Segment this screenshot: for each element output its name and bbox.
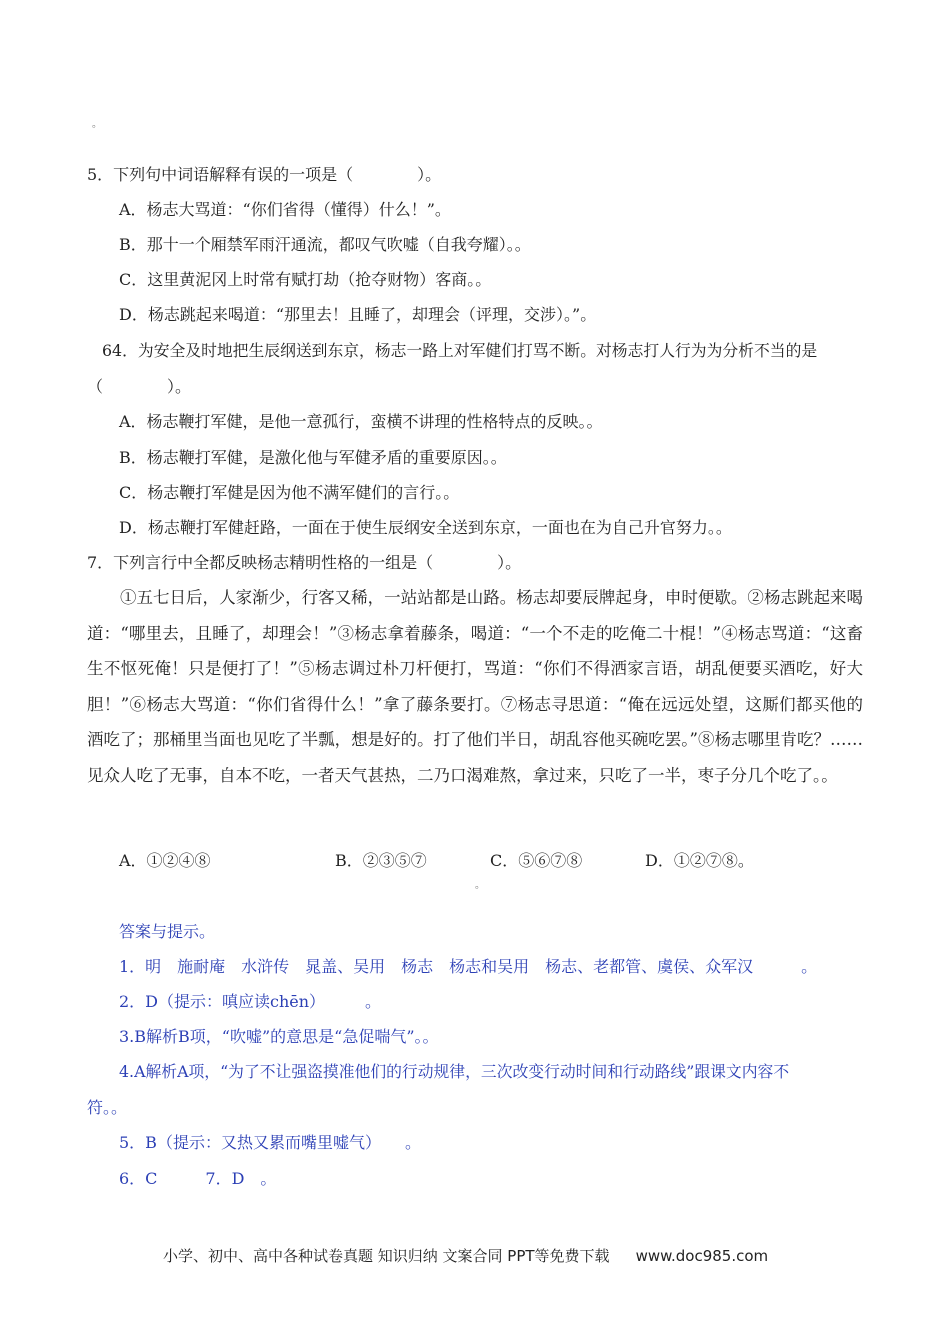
answer-line-1: 1．明 施耐庵 水浒传 晁盖、吴用 杨志 杨志和吴用 杨志、老都管、虞侯、众军汉 。 [119,957,818,976]
question-5-option-b: B．那十一个厢禁军雨汗通流，都叹气吹嘘（自我夸耀）。。 [119,235,531,254]
question-5-option-c: C．这里黄泥冈上时常有赋打劫（抢夺财物）客商。。 [119,270,492,289]
answer-line-4: 4.A解析A项，“为了不让强盗摸准他们的行动规律，三次改变行动时间和行动路线”跟课文内容不 [119,1062,790,1081]
question-6-stem: 64．为安全及时地把生辰纲送到东京，杨志一路上对军健们打骂不断。对杨志打人行为为分析不当的是 [102,341,818,360]
answer-line-4-cont: 符。。 [87,1098,128,1117]
answer-line-6: 6．C 7．D 。 [119,1169,277,1188]
question-5-option-d: D．杨志跳起来喝道：“那里去！且睡了，却理会（评理，交涉）。”。 [119,305,597,324]
footer-url[interactable]: www.doc985.com [635,1247,769,1265]
footer-text: 小学、初中、高中各种试卷真题 知识归纳 文案合同 PPT等免费下载 [163,1247,610,1265]
question-6-stem-cont: （ ）。 [87,377,192,396]
answer-line-5: 5．B（提示：又热又累而嘴里嘘气） 。 [119,1133,421,1152]
question-6-option-a: A．杨志鞭打军健，是他一意孤行，蛮横不讲理的性格特点的反映。。 [119,412,603,431]
question-6-option-c: C．杨志鞭打军健是因为他不满军健们的言行。。 [119,483,460,502]
question-7-option-d: D．①②⑦⑧。 [645,851,754,870]
question-5-stem: 5．下列句中词语解释有误的一项是（ ）。 [87,165,442,184]
question-6-option-b: B．杨志鞭打军健，是激化他与军健矛盾的重要原因。。 [119,448,507,467]
answer-line-3: 3.B解析B项，“吹嘘”的意思是“急促喘气”。。 [119,1027,439,1046]
question-6-option-d: D．杨志鞭打军健赶路，一面在于使生辰纲安全送到东京，一面也在为自己升官努力。。 [119,518,732,537]
question-7-stem: 7．下列言行中全都反映杨志精明性格的一组是（ ）。 [87,553,522,572]
question-7-option-b: B．②③⑤⑦ [335,851,427,870]
question-7-option-c: C．⑤⑥⑦⑧ [490,851,583,870]
answer-line-2: 2．D（提示：嗔应读chēn） 。 [119,992,382,1011]
paragraph-mark: 。 [92,119,102,130]
question-5-option-a: A．杨志大骂道：“你们省得（懂得）什么！”。 [119,200,451,219]
paragraph-mark-2: 。 [475,880,485,891]
page-footer [163,1245,768,1266]
question-7-option-a: A．①②④⑧ [119,851,211,870]
answers-heading: 答案与提示。 [119,922,216,941]
question-7-passage: ①五七日后，人家渐少，行客又稀，一站站都是山路。杨志却要辰牌起身，申时便歇。②杨志跳起来喝道：“哪里去，且睡了，却理会！”③杨志拿着藤条，喝道：“一个不走的吃俺二十棍！”④杨志骂道：“这畜生不怄死俺！只是便打了！”⑤杨志调过朴刀杆便打，骂道：“你们不得洒家言语，胡乱便要买酒吃，好大胆！”⑥杨志大骂道：“你们省得什么！”拿了藤条要打。⑦杨志寻思道：“俺在远远处望，这厮们都买他的酒吃了；那桶里当面也见吃了半瓢，想是好的。打了他们半日，胡乱容他买碗吃罢。”⑧杨志哪里肯吃？……见众人吃了无事，自本不吃，一者天气甚热，二乃口渴难熬，拿过来，只吃了一半，枣子分几个吃了。。 [87,588,863,785]
